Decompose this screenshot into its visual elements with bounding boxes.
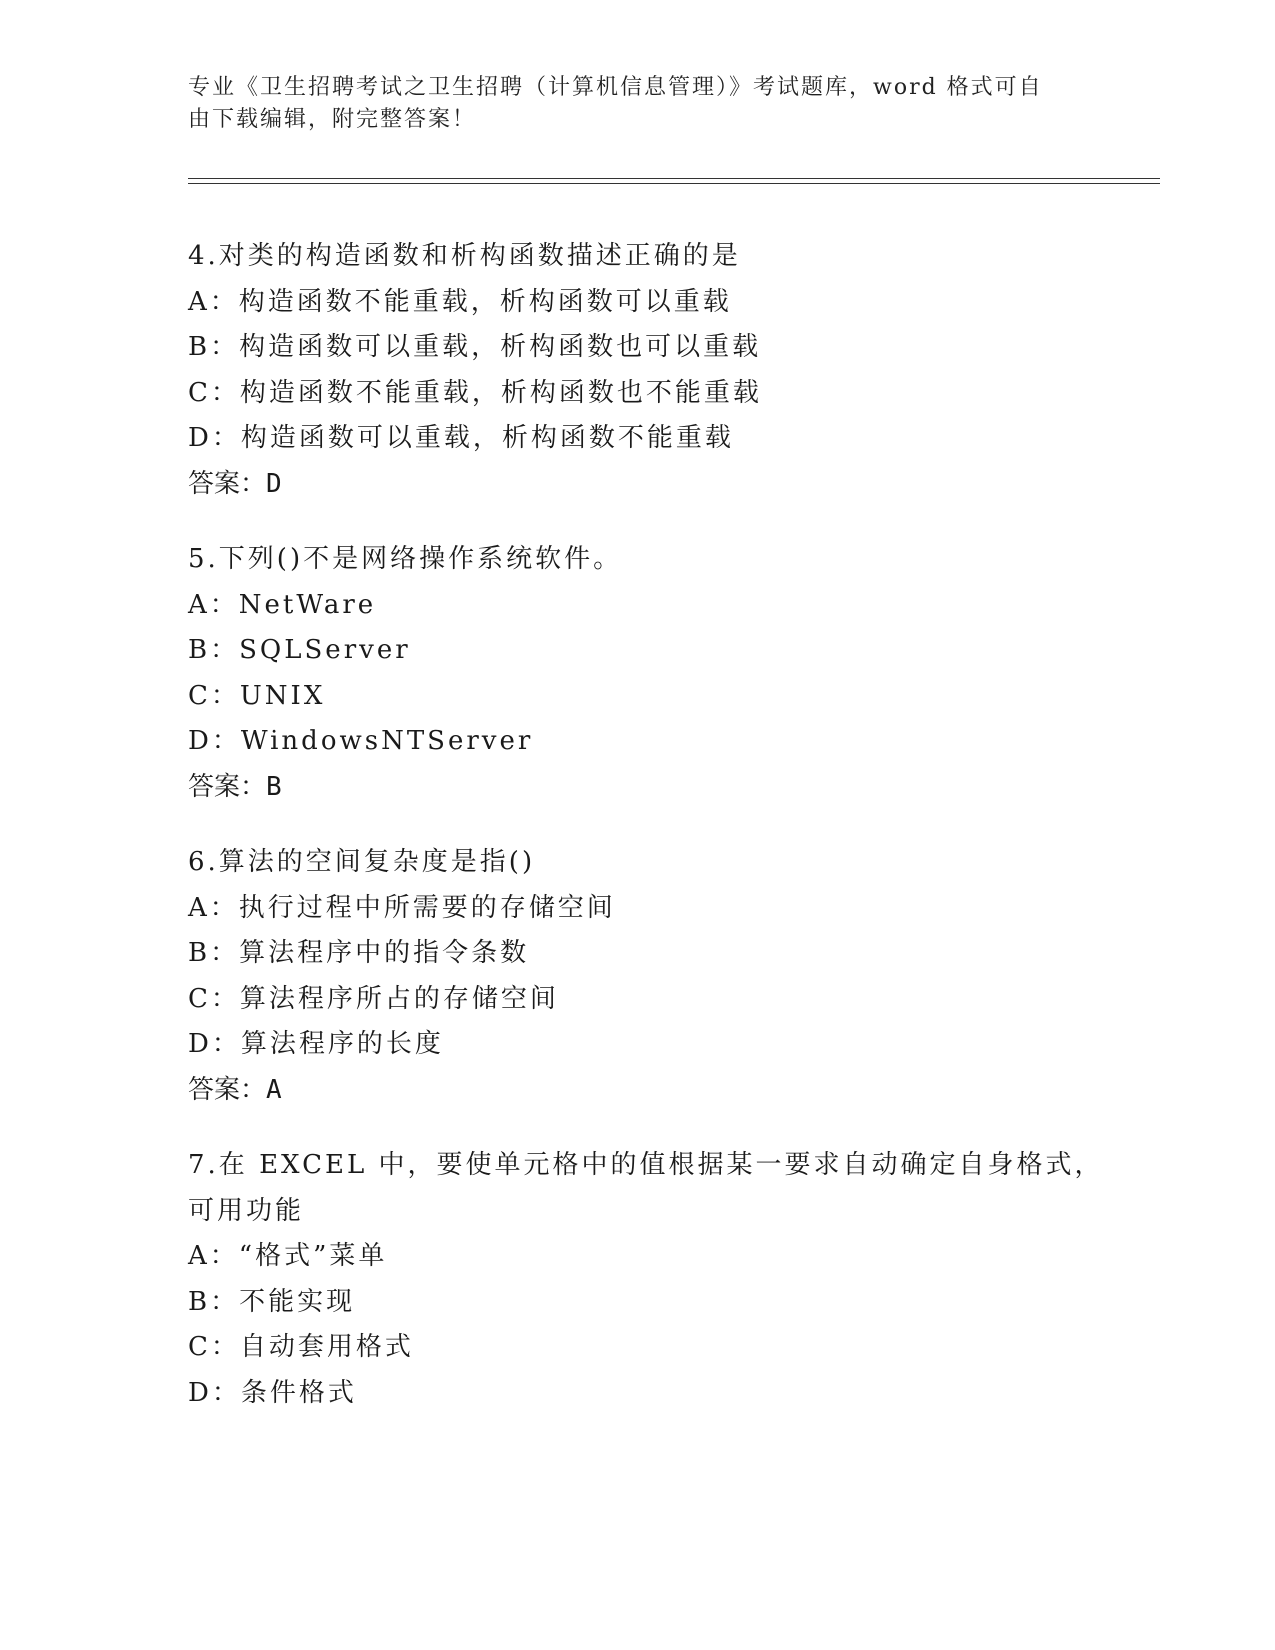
option-a: A：“格式”菜单 [188,1241,388,1271]
question-stem: 5.下列()不是网络操作系统软件。 [188,544,623,574]
document-header [188,72,1068,136]
option-b: B：构造函数可以重载，析构函数也可以重载 [188,332,762,362]
question-stem: 4.对类的构造函数和析构函数描述正确的是 [188,241,741,271]
question-list [188,234,1148,1446]
question-stem: 7.在 EXCEL 中，要使单元格中的值根据某一要求自动确定自身格式， [188,1150,1104,1180]
question-stem-continued: 可用功能 [188,1195,305,1226]
option-c: C：自动套用格式 [188,1332,414,1362]
question-stem: 6.算法的空间复杂度是指() [188,847,536,877]
option-b: B：不能实现 [188,1286,356,1317]
header-divider [188,178,1160,184]
answer-line: 答案：B [188,771,282,802]
answer-line: 答案：A [188,1074,282,1105]
question-4 [188,234,1148,507]
option-d: D：算法程序的长度 [188,1029,444,1059]
option-a: A：NetWare [188,589,377,620]
answer-line: 答案：D [188,468,282,499]
option-c: C：UNIX [188,680,326,711]
question-6 [188,840,1148,1113]
option-d: D：条件格式 [188,1377,357,1408]
option-c: C：构造函数不能重载，析构函数也不能重载 [188,377,762,408]
option-a: A：构造函数不能重载，析构函数可以重载 [188,286,732,317]
question-5 [188,537,1148,810]
option-c: C：算法程序所占的存储空间 [188,983,559,1014]
header-line-1: 专业《卫生招聘考试之卫生招聘（计算机信息管理）》考试题库，word 格式可自 [188,75,1043,100]
question-7 [188,1143,1148,1416]
option-b: B：算法程序中的指令条数 [188,938,530,968]
option-d: D：构造函数可以重载，析构函数不能重载 [188,423,734,453]
option-d: D：WindowsNTServer [188,726,534,756]
option-a: A：执行过程中所需要的存储空间 [188,892,616,923]
option-b: B：SQLServer [188,635,411,665]
header-line-2: 由下载编辑，附完整答案！ [188,107,477,132]
